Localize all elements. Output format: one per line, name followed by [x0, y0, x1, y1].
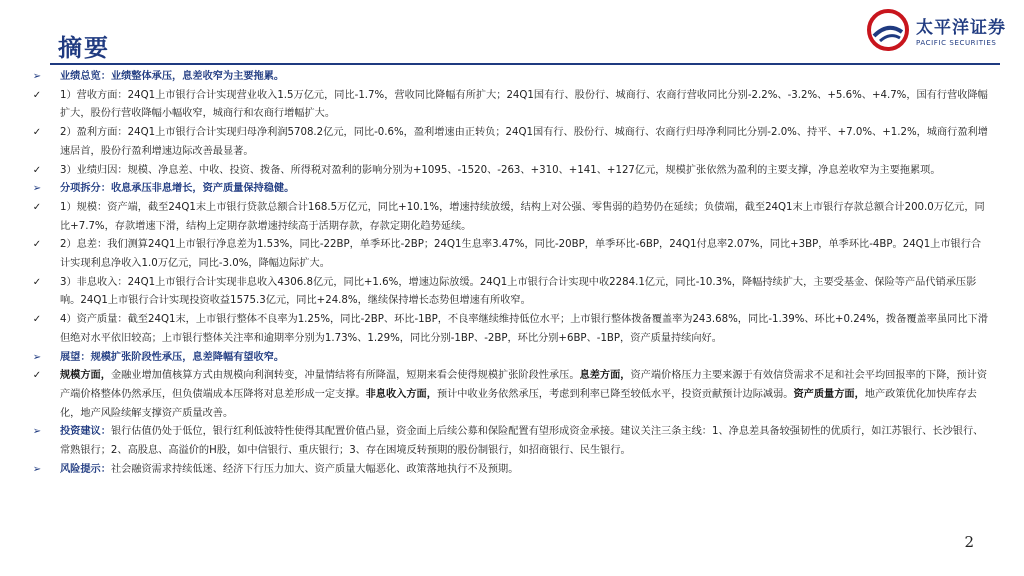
- item-text: 金融业增加值核算方式由规模向利润转变，冲量情结将有所降温，短期来看会使得规模扩张阶段性承压。: [110, 370, 580, 382]
- item-text: 资产端价格压力主要来源于有效信贷需求不足和社会平均回报率的下降，预计资产端价格整体仍然承压，但负债端成本压降将对息差形成一定支撑。: [60, 370, 988, 400]
- item-text: 3）非息收入：24Q1上市银行合计实现非息收入4306.8亿元，同比+1.6%，增速边际放缓。24Q1上市银行合计实现中收2284.1亿元，同比-10.3%，降幅持续扩大，主要受基金、保险等产品代销承压影响。24Q1上市银行合计实现投资收益1575.3亿元，同比+24.8%，继续保持增长态势但增速有所收窄。: [60, 276, 977, 307]
- section-label: 展望：: [60, 351, 91, 363]
- section-heading: [30, 180, 990, 199]
- item-text: 4）资产质量：截至24Q1末，上市银行整体不良率为1.25%，同比-2BP、环比-1BP，不良率继续维持低位水平；上市银行整体拨备覆盖率为243.68%，同比-1.39%、环比+0.24%，拨备覆盖率虽同比下滑但绝对水平依旧较高；上市银行整体关注率和逾期率分别为1.73%、1.29%，同比分别-1BP、-2BP，环比分别+6BP、-1BP，资产质量持续向好。: [60, 314, 988, 344]
- arrow-bullet-icon: ➢: [32, 71, 42, 82]
- section-heading: [30, 349, 990, 368]
- item-text: 地产政策优化加快库存去化，地产风险续解支撑资产质量改善。: [60, 388, 977, 419]
- section-label: 投资建议：: [60, 426, 111, 438]
- item-lead: 息差方面，: [579, 370, 631, 382]
- section-heading: [30, 423, 990, 460]
- item-text: 3）业绩归因：规模、净息差、中收、投资、拨备、所得税对盈利的影响分别为+1095、-1520、-263、+310、+141、+127亿元，规模扩张依然为盈利的主要支撑，净息差收窄为主要拖累项。: [60, 164, 941, 176]
- page-number: 2: [964, 533, 974, 551]
- item-text: 预计中收业务依然承压，考虑到利率已降至较低水平，投资贡献预计边际减弱。: [436, 388, 794, 400]
- check-bullet-icon: ✓: [32, 201, 42, 213]
- section-text: 收息承压非息增长，资产质量保持稳健。: [110, 183, 295, 195]
- arrow-bullet-icon: ➢: [32, 426, 42, 438]
- list-item: [30, 236, 990, 273]
- section-label: 分项拆分：: [60, 183, 111, 195]
- item-text: 2）盈利方面：24Q1上市银行合计实现归母净利润5708.2亿元，同比-0.6%，盈利增速由正转负；24Q1国有行、股份行、城商行、农商行归母净利同比分别-2.0%、持平、+7.0%、+1.2%，城商行盈利增速居首，股份行盈利增速边际改善最显著。: [60, 127, 988, 157]
- item-text: 1）规模：资产端，截至24Q1末上市银行贷款总额合计168.5万亿元，同比+10.1%，增速持续放缓，结构上对公强、零售弱的趋势仍在延续；负债端，截至24Q1末上市银行存款总额合计200.0万亿元，同比+7.7%，存款增速下滑，结构上定期存款增速持续高于活期存款，存款定期化趋势延续。: [60, 201, 985, 232]
- page-title: 摘要: [58, 34, 110, 62]
- logo-text-en: PACIFIC SECURITIES: [916, 39, 997, 47]
- check-bullet-icon: ✓: [32, 370, 42, 382]
- check-bullet-icon: ✓: [32, 239, 42, 251]
- logo-text-cn: 太平洋证券: [916, 18, 1006, 38]
- item-text: 1）营收方面：24Q1上市银行合计实现营业收入1.5万亿元，同比-1.7%，营收同比降幅有所扩大；24Q1国有行、股份行、城商行、农商行营收同比分别-2.2%、-3.2%、+5.6%、+4.7%，国有行营收降幅扩大，股份行营收降幅小幅收窄，城商行和农商行增幅扩大。: [60, 89, 988, 120]
- section-text: 规模扩张阶段性承压，息差降幅有望收窄。: [90, 351, 285, 363]
- check-bullet-icon: ✓: [32, 89, 42, 101]
- check-bullet-icon: ✓: [32, 164, 42, 176]
- title-rule: [50, 63, 1000, 65]
- section-text: 业绩整体承压，息差收窄为主要拖累。: [110, 71, 285, 82]
- list-item: [30, 367, 990, 423]
- section-heading: [30, 68, 990, 87]
- list-item: [30, 199, 990, 236]
- arrow-bullet-icon: ➢: [32, 183, 42, 195]
- section-text: 社会融资需求持续低迷、经济下行压力加大、资产质量大幅恶化、政策落地执行不及预期。: [110, 463, 519, 475]
- list-item: [30, 311, 990, 348]
- list-item: [30, 124, 990, 161]
- section-label: 风险提示：: [60, 463, 111, 475]
- arrow-bullet-icon: ➢: [32, 463, 42, 475]
- summary-content: [30, 68, 990, 479]
- list-item: [30, 162, 990, 181]
- arrow-bullet-icon: ➢: [32, 351, 42, 363]
- section-heading: [30, 461, 990, 480]
- check-bullet-icon: ✓: [32, 276, 42, 288]
- list-item: [30, 274, 990, 311]
- item-lead: 非息收入方面，: [365, 388, 437, 400]
- section-label: 业绩总览：: [60, 71, 111, 82]
- item-text: 2）息差：我们测算24Q1上市银行净息差为1.53%，同比-22BP，单季环比-2BP；24Q1生息率3.47%，同比-20BP，单季环比-6BP，24Q1付息率2.07%，同比+3BP，单季环比-4BP。24Q1上市银行合计实现利息净收入1.0万亿元，同比-3.0%，降幅边际扩大。: [60, 239, 982, 270]
- check-bullet-icon: ✓: [32, 127, 42, 139]
- logo-emblem-icon: [866, 8, 910, 52]
- check-bullet-icon: ✓: [32, 314, 42, 326]
- section-text: 银行估值仍处于低位，银行红利低波特性使得其配置价值凸显，资金面上后续公募和保险配置有望形成资金承接。建议关注三条主线：1、净息差具备较强韧性的优质行，如江苏银行、长沙银行、常熟银行；2、高股息、高溢价的H股，如中信银行、重庆银行；3、存在困境反转预期的股份制银行，如招商银行、民生银行。: [60, 426, 984, 457]
- list-item: [30, 87, 990, 124]
- item-lead: 资产质量方面，: [793, 388, 865, 400]
- item-lead: 规模方面，: [60, 370, 111, 382]
- company-logo: [866, 8, 1006, 52]
